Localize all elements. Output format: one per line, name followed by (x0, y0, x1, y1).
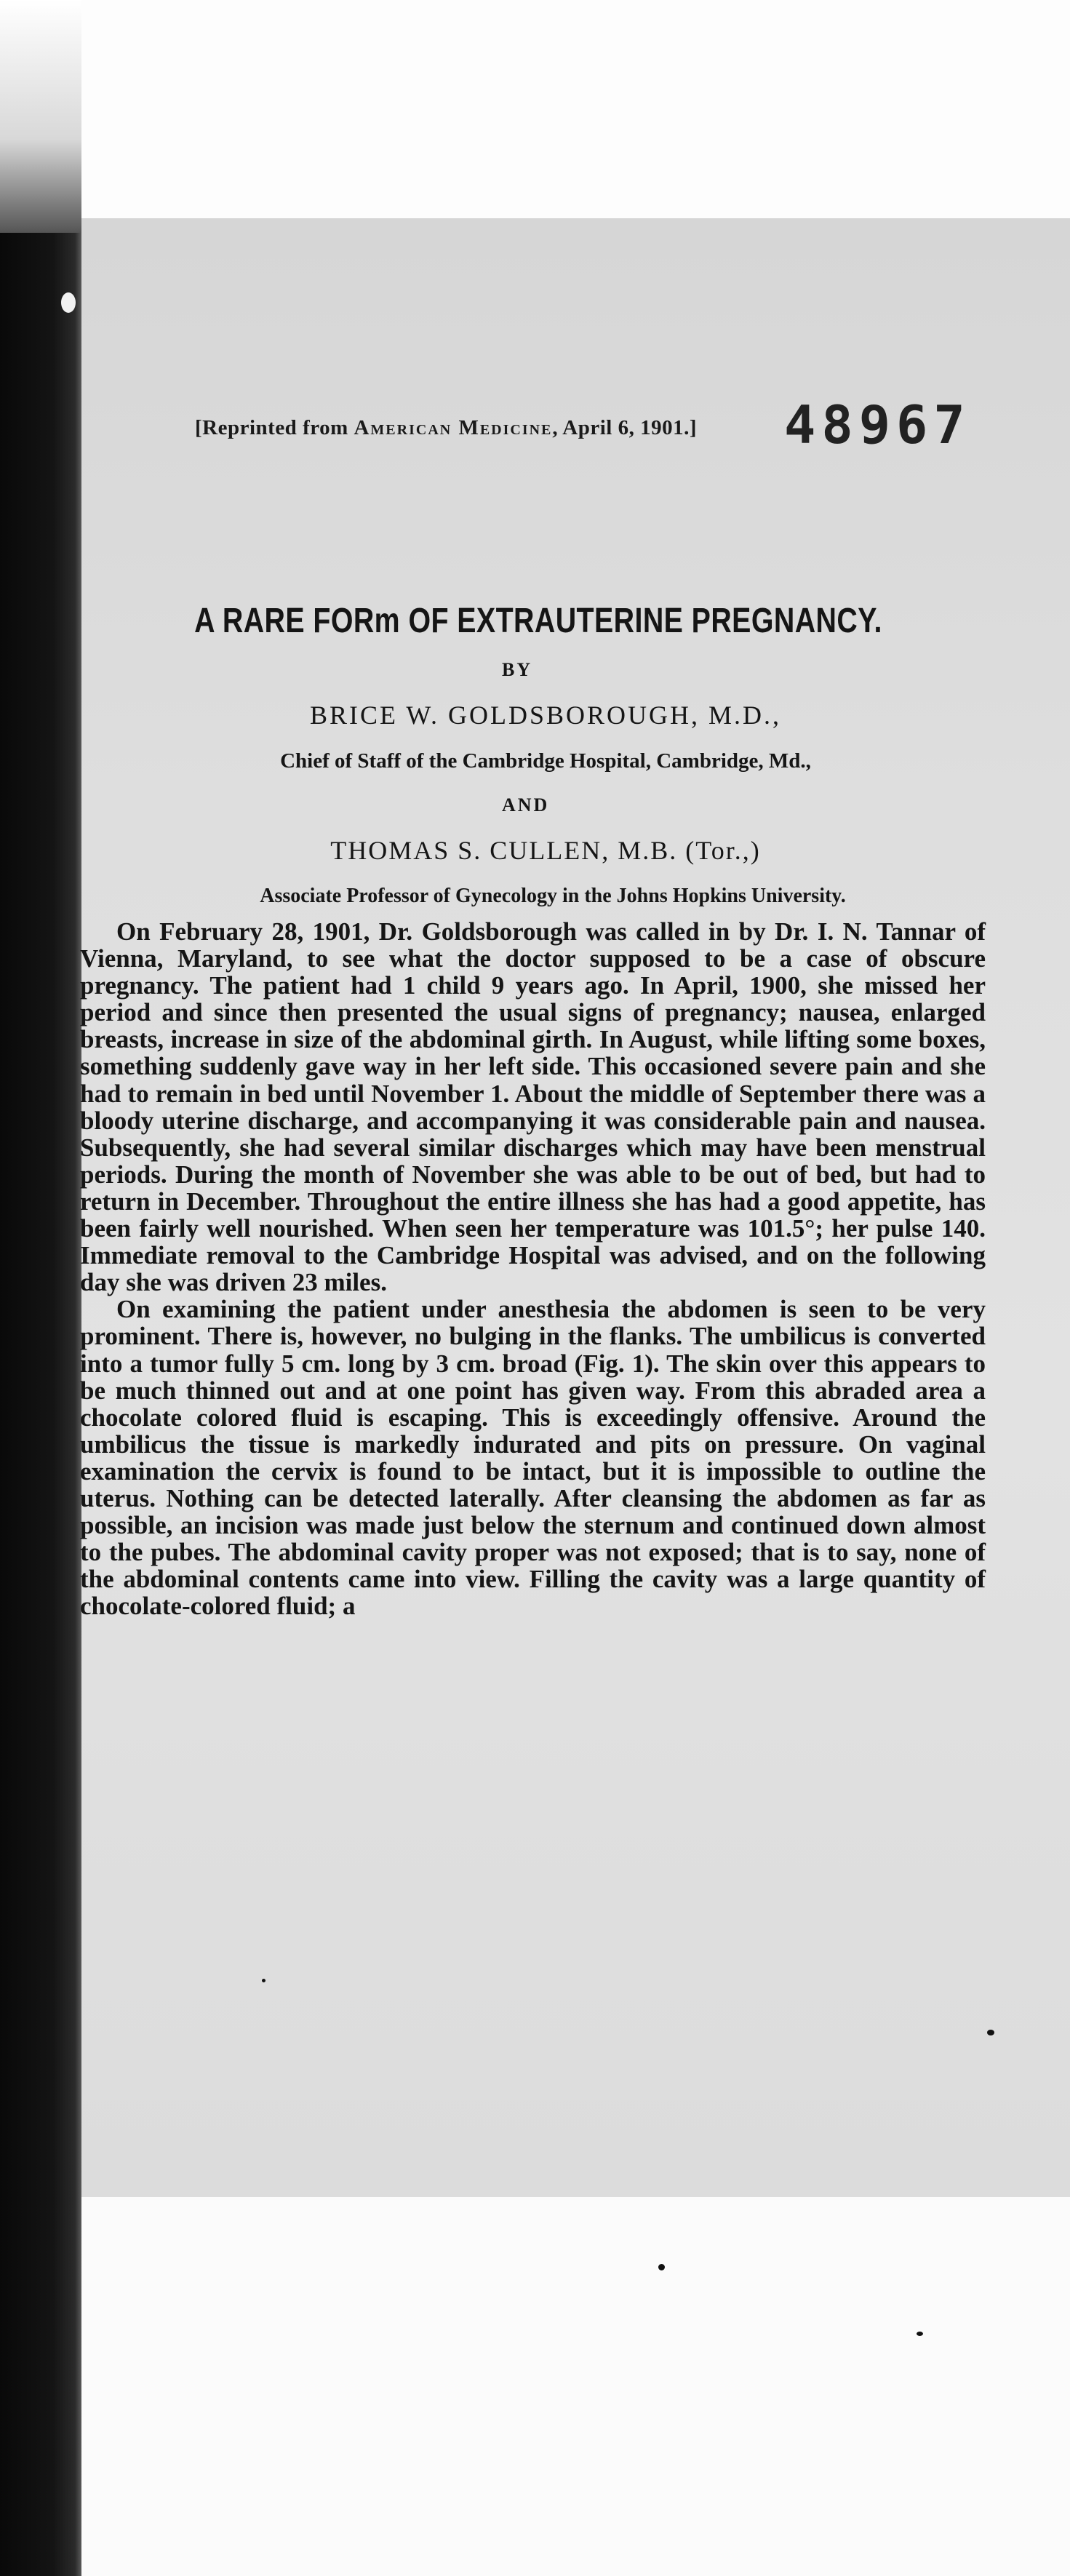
scan-speck (987, 2030, 994, 2035)
reprint-line (195, 416, 777, 440)
scan-binding-edge (0, 0, 81, 2576)
scan-speck (262, 1979, 265, 1982)
by-label: BY (502, 659, 533, 680)
reprint-date: , April 6, 1901.] (552, 416, 698, 439)
scan-edge-fade (0, 0, 81, 233)
scan-speck (61, 292, 76, 313)
author-name: THOMAS S. CULLEN, M.B. (Tor.,) (330, 836, 761, 865)
author-affiliation: Chief of Staff of the Cambridge Hospital, Cambridge, Md., (280, 749, 811, 773)
author-name: BRICE W. GOLDSBOROUGH, M.D., (309, 701, 782, 730)
body-paragraph: On examining the patient under anesthesia the abdomen is seen to be very prominent. There is, however, no bulging in the flanks. The umbilicus is converted into a tumor fully 5 cm. long by 3 cm. broad (Fig. 1). The skin over this appears to be much thinned out and at one point has given way. From this abraded area a chocolate colored fluid is escaping. This is exceedingly offensive. Around the umbilicus the tissue is markedly indurated and pits on pressure. On vaginal examination the cervix is found to be intact, but it is impossible to outline the uterus. Nothing can be detected laterally. After cleansing the abdomen as far as possible, an incision was made just below the sternum and continued down almost to the pubes. The abdominal cavity proper was not exposed; that is to say, none of the abdominal contents came into view. Filling the cavity was a large quantity of chocolate-colored fluid; a (80, 1295, 986, 1621)
journal-name: American Medicine (354, 416, 553, 439)
body-paragraph: On February 28, 1901, Dr. Goldsborough was called in by Dr. I. N. Tannar of Vienna, Maryland, to see what the doctor supposed to be a case of obscure pregnancy. The patient had 1 child 9 years ago. In April, 1900, she missed her period and since then presented the usual signs of pregnancy; nausea, enlarged breasts, increase in size of the abdominal girth. In August, while lifting some boxes, something suddenly gave way in her left side. This occasioned severe pain and she had to remain in bed until November 1. About the middle of September there was a bloody uterine discharge, and accompanying it was considerable pain and nausea. Subsequently, she had several similar discharges which may have been menstrual periods. During the month of November she was able to be out of bed, but had to return in December. Throughout the entire illness she has had a good appetite, has been fairly well nourished. When seen her temperature was 101.5°; her pulse 140. Immediate removal to the Cambridge Hospital was advised, and on the following day she was driven 23 miles. (80, 917, 986, 1297)
bottom-margin (0, 2197, 1070, 2576)
author-affiliation: Associate Professor of Gynecology in the Johns Hopkins University. (260, 885, 846, 907)
and-label: AND (502, 794, 550, 816)
top-margin (0, 0, 1070, 233)
accession-stamp: 48967 (784, 394, 971, 455)
scan-speck (917, 2332, 923, 2336)
article-body (80, 918, 986, 1619)
reprint-text: [Reprinted from (195, 416, 354, 439)
scan-speck (658, 2264, 665, 2270)
article-title: A RARE FORm OF EXTRAUTERINE PREGNANCY. (194, 602, 882, 640)
